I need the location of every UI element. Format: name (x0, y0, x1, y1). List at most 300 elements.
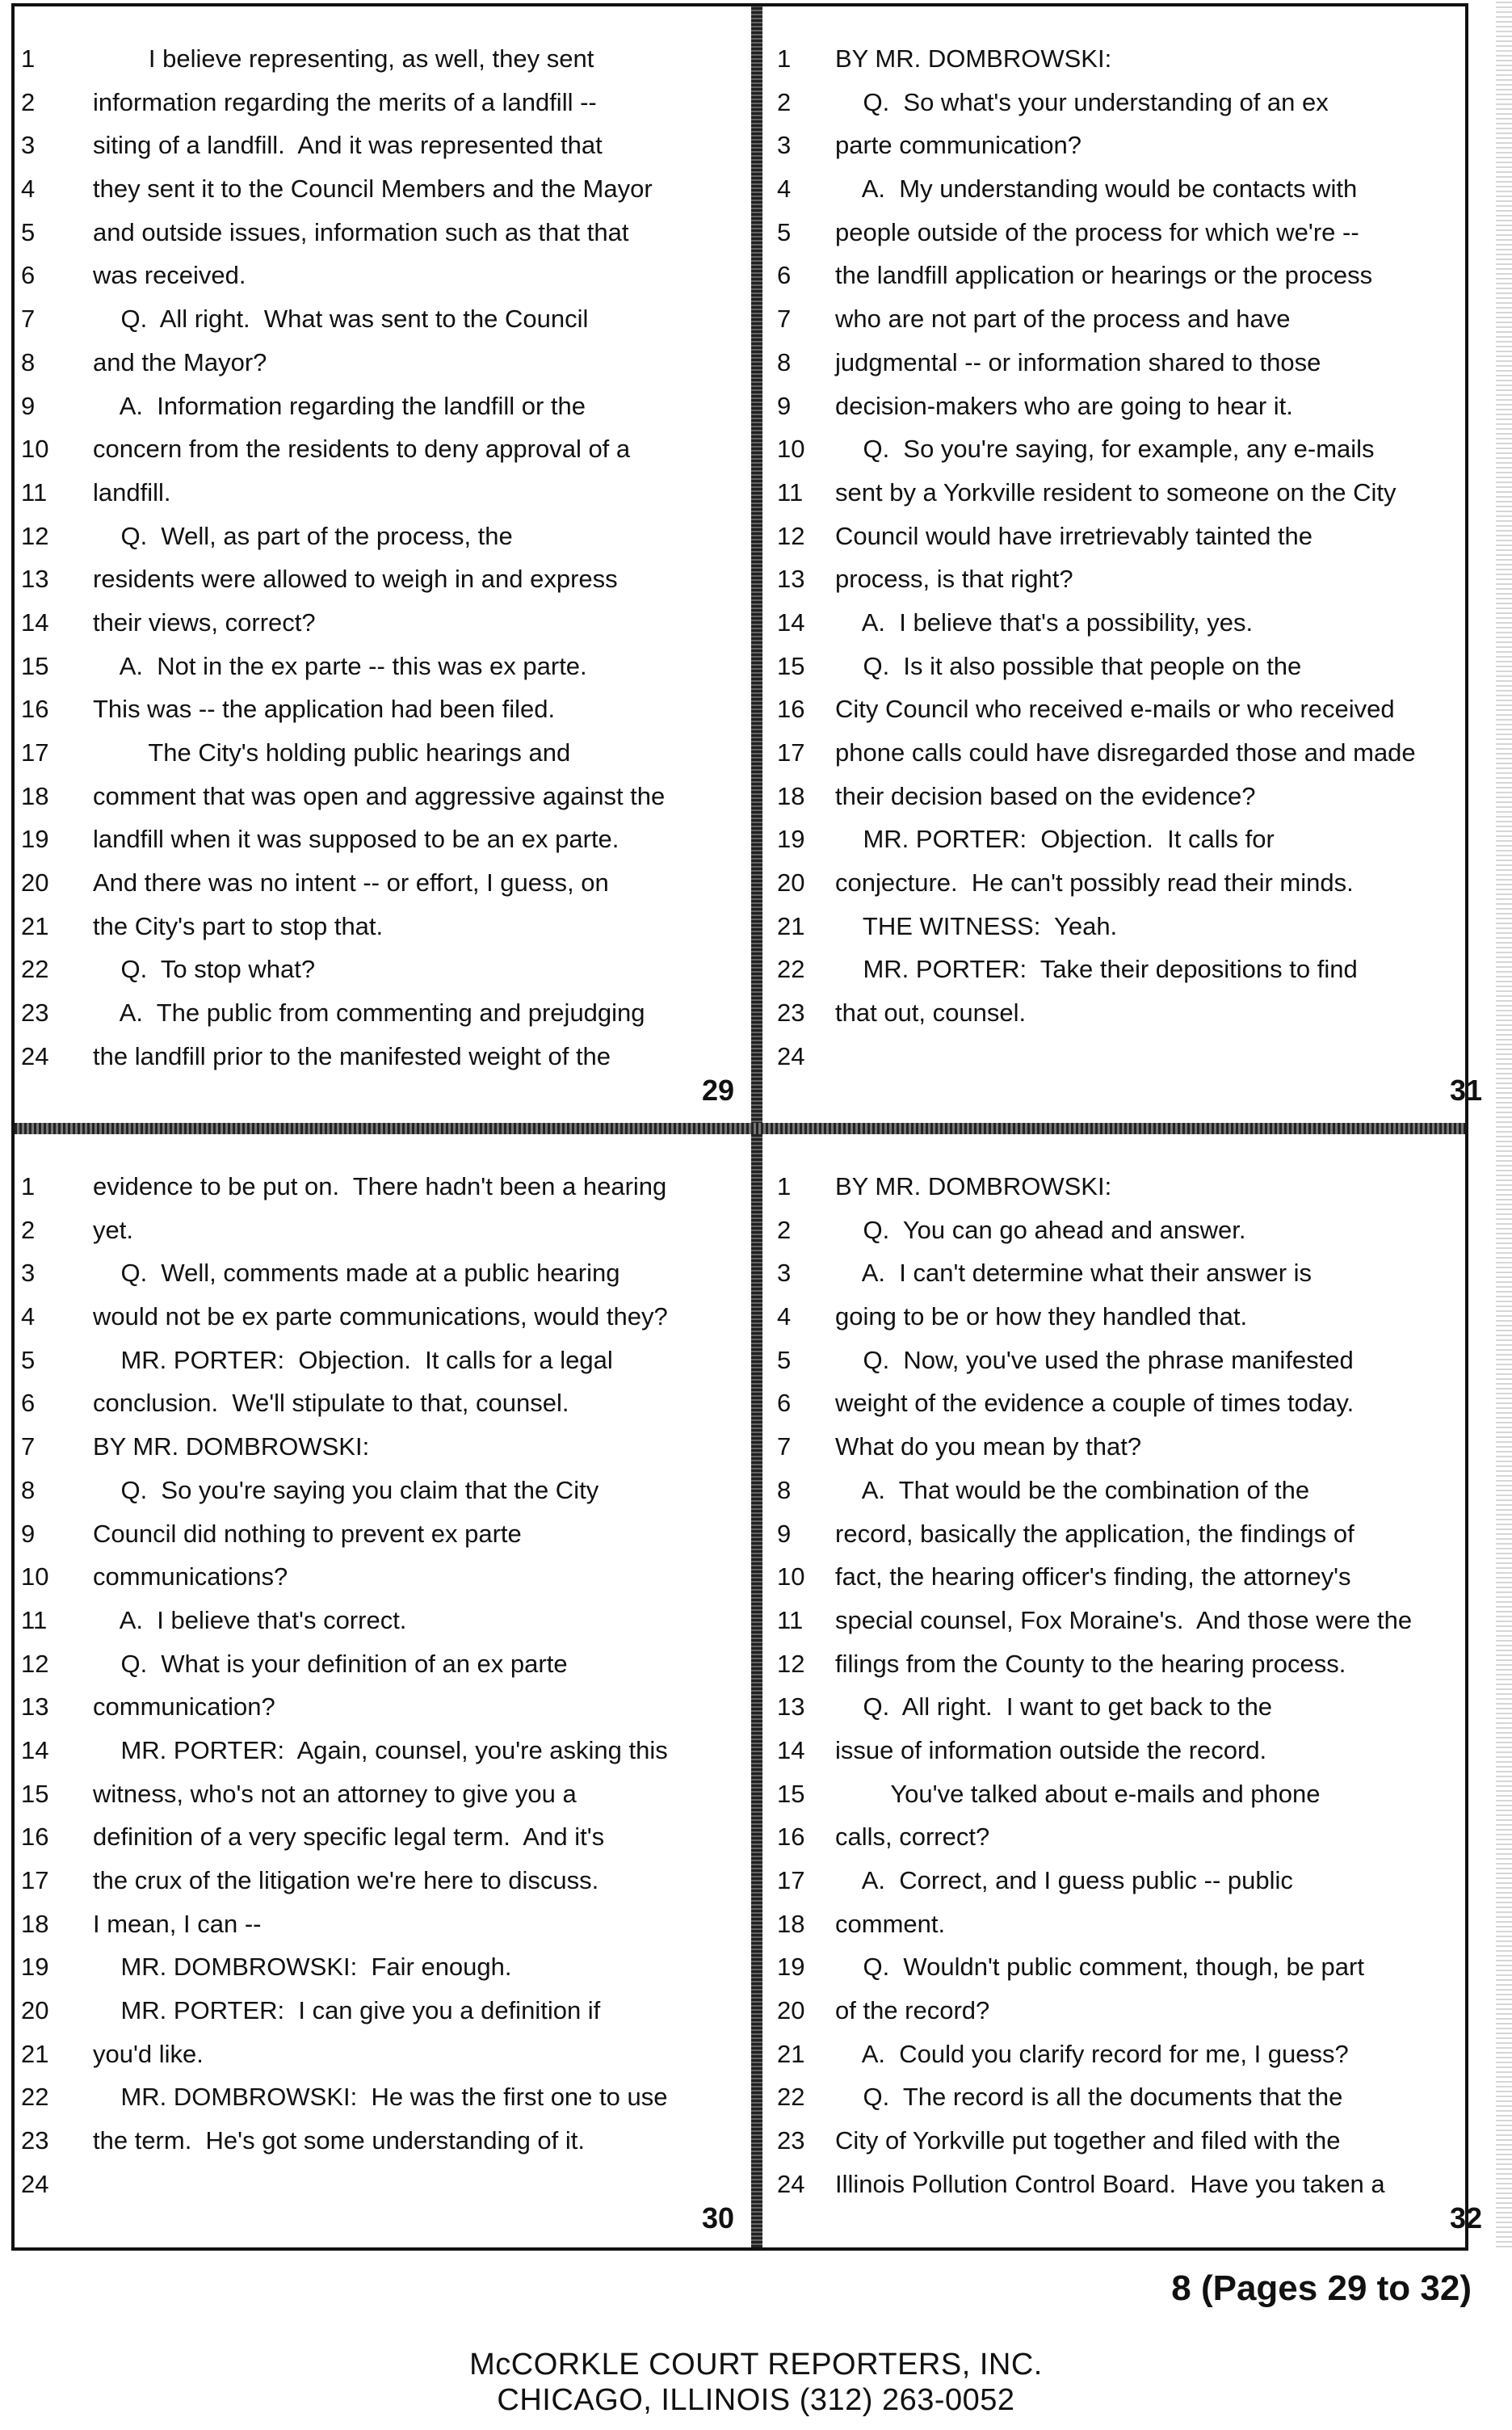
line-list (15, 1165, 746, 2206)
line-text: their views, correct? (93, 608, 316, 637)
line-number: 2 (777, 1215, 792, 1244)
line-text: the landfill application or hearings or the process (835, 261, 1373, 290)
line-number: 2 (21, 87, 36, 116)
line-number: 10 (21, 1562, 49, 1591)
footer-company: McCORKLE COURT REPORTERS, INC. (469, 2348, 1043, 2382)
line-number: 22 (777, 2083, 805, 2112)
line-text: Q. Well, comments made at a public hearing (93, 1259, 620, 1288)
line-text: special counsel, Fox Moraine's. And those were the (835, 1605, 1413, 1634)
transcript-line (762, 861, 1493, 905)
line-text: was received. (93, 261, 246, 290)
line-number: 2 (21, 1215, 36, 1244)
transcript-line (15, 1251, 746, 1295)
line-text: MR. PORTER: Take their depositions to find (835, 955, 1358, 984)
line-text: Q. You can go ahead and answer. (835, 1215, 1246, 1244)
line-number: 8 (21, 1475, 36, 1504)
line-number: 7 (777, 305, 792, 334)
transcript-line (15, 905, 746, 948)
line-number: 16 (21, 1822, 49, 1852)
transcript-line (762, 991, 1493, 1035)
line-text: A. Correct, and I guess public -- public (835, 1866, 1293, 1894)
line-text: A. I believe that's a possibility, yes. (835, 608, 1254, 637)
line-number: 24 (777, 2169, 805, 2198)
transcript-line (762, 1251, 1493, 1295)
line-text: residents were allowed to weigh in and express (93, 565, 618, 594)
line-text: decision-makers who are going to hear it. (835, 391, 1293, 420)
line-text: This was -- the application had been filed. (93, 695, 556, 724)
line-text: Q. To stop what? (93, 955, 316, 984)
line-number: 3 (21, 1259, 36, 1288)
line-text: Illinois Pollution Control Board. Have you taken a (835, 2169, 1385, 2198)
transcript-line (762, 1772, 1493, 1816)
line-number: 9 (21, 1519, 36, 1548)
transcript-line (762, 1469, 1493, 1512)
transcript-line (762, 2033, 1493, 2076)
line-text: Q. All right. I want to get back to the (835, 1692, 1273, 1722)
line-number: 21 (21, 2039, 49, 2068)
line-number: 16 (21, 695, 49, 724)
transcript-line (15, 37, 746, 81)
transcript-line (15, 1035, 746, 1078)
line-text: Q. So you're saying, for example, any e-mails (835, 435, 1375, 464)
transcript-line (15, 1772, 746, 1816)
transcript-line (762, 1729, 1493, 1772)
line-text: A. My understanding would be contacts with (835, 174, 1358, 204)
transcript-line (762, 81, 1493, 124)
line-number: 16 (777, 1822, 805, 1852)
line-text: process, is that right? (835, 565, 1073, 594)
line-number: 23 (777, 2126, 805, 2155)
line-number: 20 (777, 1996, 805, 2025)
line-text: Q. Now, you've used the phrase manifested (835, 1345, 1354, 1374)
transcript-line (762, 297, 1493, 341)
line-text: BY MR. DOMBROWSKI: (93, 1432, 370, 1461)
line-text: filings from the County to the hearing process. (835, 1649, 1346, 1678)
transcript-line (15, 254, 746, 297)
line-number: 14 (777, 608, 805, 637)
line-number: 15 (21, 1779, 49, 1808)
transcript-line (15, 1642, 746, 1686)
line-number: 13 (21, 1692, 49, 1722)
transcript-line (15, 687, 746, 731)
line-text: The City's holding public hearings and (93, 738, 571, 767)
line-number: 17 (777, 1866, 805, 1894)
transcript-page-30 (15, 1134, 746, 2245)
line-number: 14 (21, 1735, 49, 1764)
line-text: A. Could you clarify record for me, I guess? (835, 2039, 1349, 2068)
line-text: siting of a landfill. And it was represented that (93, 131, 603, 160)
transcript-line (762, 427, 1493, 471)
line-number: 1 (777, 44, 792, 73)
transcript-line (762, 1209, 1493, 1252)
transcript-line (762, 905, 1493, 948)
transcript-line (762, 1859, 1493, 1902)
line-number: 1 (777, 1172, 792, 1200)
line-text: Q. Well, as part of the process, the (93, 521, 513, 550)
transcript-line (762, 557, 1493, 601)
line-number: 19 (21, 825, 49, 854)
line-number: 6 (21, 1389, 36, 1418)
line-text: that out, counsel. (835, 998, 1027, 1028)
transcript-page-31 (762, 6, 1493, 1117)
line-number: 18 (777, 1909, 805, 1938)
transcript-line (15, 515, 746, 558)
transcript-page-32 (762, 1134, 1493, 2245)
line-text: City of Yorkville put together and filed with the (835, 2126, 1341, 2155)
line-number: 21 (777, 2039, 805, 2068)
line-text: A. Information regarding the landfill or the (93, 391, 586, 420)
line-text: Q. What is your definition of an ex parte (93, 1649, 568, 1678)
line-text: communication? (93, 1692, 275, 1722)
transcript-line (762, 1685, 1493, 1729)
line-text: What do you mean by that? (835, 1432, 1142, 1461)
line-number: 21 (777, 911, 805, 940)
transcript-line (15, 2075, 746, 2119)
line-number: 15 (777, 1779, 805, 1808)
transcript-line (15, 1599, 746, 1642)
line-text: You've talked about e-mails and phone (835, 1779, 1321, 1808)
line-number: 23 (21, 998, 49, 1028)
line-number: 20 (777, 868, 805, 898)
line-number: 14 (777, 1735, 805, 1764)
line-number: 6 (777, 261, 792, 290)
line-text: landfill. (93, 477, 171, 507)
line-number: 6 (777, 1389, 792, 1418)
page-number: 29 (701, 1074, 734, 1107)
transcript-line (15, 167, 746, 211)
scan-edge-artifact (1496, 0, 1512, 2247)
line-text: MR. PORTER: I can give you a definition if (93, 1996, 601, 2025)
line-text: and the Mayor? (93, 347, 267, 376)
line-text: BY MR. DOMBROWSKI: (835, 1172, 1112, 1200)
transcript-line (762, 471, 1493, 515)
transcript-line (762, 818, 1493, 861)
line-text: Q. Is it also possible that people on the (835, 651, 1302, 680)
line-number: 4 (777, 174, 792, 204)
transcript-line (762, 1642, 1493, 1686)
transcript-line (762, 1945, 1493, 1989)
transcript-line (15, 1685, 746, 1729)
line-number: 10 (21, 435, 49, 464)
transcript-line (15, 341, 746, 385)
transcript-line (762, 124, 1493, 167)
line-number: 17 (777, 738, 805, 767)
line-text: their decision based on the evidence? (835, 781, 1256, 810)
transcript-line (15, 601, 746, 645)
line-text: Council did nothing to prevent ex parte (93, 1519, 522, 1548)
line-number: 11 (777, 1605, 804, 1634)
line-text: judgmental -- or information shared to those (835, 347, 1321, 376)
line-number: 4 (21, 1302, 36, 1331)
transcript-line (15, 991, 746, 1035)
line-number: 22 (777, 955, 805, 984)
line-number: 5 (777, 217, 792, 246)
transcript-line (762, 2163, 1493, 2206)
transcript-line (762, 1165, 1493, 1209)
transcript-line (762, 775, 1493, 818)
line-text: MR. PORTER: Objection. It calls for (835, 825, 1275, 854)
transcript-line (762, 1381, 1493, 1425)
transcript-line (15, 1729, 746, 1772)
line-number: 7 (21, 305, 36, 334)
transcript-line (15, 557, 746, 601)
line-number: 20 (21, 1996, 49, 2025)
line-number: 17 (21, 1866, 49, 1894)
transcript-line (15, 1815, 746, 1859)
page-number: 31 (1449, 1074, 1482, 1107)
line-number: 1 (21, 44, 36, 73)
transcript-line (762, 1035, 1493, 1078)
page-number: 30 (701, 2201, 734, 2235)
line-text: A. That would be the combination of the (835, 1475, 1310, 1504)
line-number: 11 (21, 1605, 48, 1634)
line-number: 22 (21, 2083, 49, 2112)
line-number: 18 (21, 781, 49, 810)
line-number: 10 (777, 435, 805, 464)
transcript-line (15, 427, 746, 471)
line-number: 22 (21, 955, 49, 984)
line-text: conclusion. We'll stipulate to that, counsel. (93, 1389, 569, 1418)
transcript-line (762, 1902, 1493, 1946)
line-number: 13 (777, 565, 805, 594)
transcript-line (15, 1165, 746, 1209)
line-number: 4 (21, 174, 36, 204)
line-number: 18 (21, 1909, 49, 1938)
transcript-line (762, 1512, 1493, 1556)
line-text: parte communication? (835, 131, 1082, 160)
line-list (762, 37, 1493, 1078)
transcript-line (15, 471, 746, 515)
line-number: 24 (777, 1041, 805, 1070)
line-text: weight of the evidence a couple of times today. (835, 1389, 1354, 1418)
line-text: communications? (93, 1562, 288, 1591)
transcript-line (15, 2119, 746, 2163)
pages-range-label: 8 (Pages 29 to 32) (1171, 2268, 1472, 2308)
line-number: 5 (21, 1345, 36, 1374)
line-text: A. I believe that's correct. (93, 1605, 407, 1634)
line-text: who are not part of the process and have (835, 305, 1291, 334)
line-number: 13 (777, 1692, 805, 1722)
horizontal-divider (15, 1123, 1465, 1134)
transcript-line (15, 1425, 746, 1469)
line-text: going to be or how they handled that. (835, 1302, 1248, 1331)
line-text: people outside of the process for which we're -- (835, 217, 1359, 246)
transcript-grid (11, 3, 1482, 2251)
transcript-line (15, 775, 746, 818)
line-text: record, basically the application, the findings of (835, 1519, 1354, 1548)
line-number: 2 (777, 87, 792, 116)
line-number: 7 (21, 1432, 36, 1461)
transcript-line (15, 2033, 746, 2076)
line-text: conjecture. He can't possibly read their minds. (835, 868, 1354, 898)
line-number: 17 (21, 738, 49, 767)
transcript-page-29 (15, 6, 746, 1117)
transcript-line (762, 254, 1493, 297)
line-number: 12 (21, 1649, 49, 1678)
line-text: of the record? (835, 1996, 990, 2025)
line-number: 13 (21, 565, 49, 594)
line-text: definition of a very specific legal term. And it's (93, 1822, 605, 1852)
line-number: 5 (21, 217, 36, 246)
line-number: 18 (777, 781, 805, 810)
transcript-line (762, 341, 1493, 385)
line-number: 11 (777, 477, 804, 507)
line-number: 3 (777, 1259, 792, 1288)
line-number: 19 (777, 825, 805, 854)
line-text: Q. So you're saying you claim that the City (93, 1475, 599, 1504)
transcript-line (762, 731, 1493, 775)
line-text: witness, who's not an attorney to give you a (93, 1779, 577, 1808)
line-text: would not be ex parte communications, would they? (93, 1302, 668, 1331)
page-number: 32 (1449, 2201, 1482, 2235)
line-text: Council would have irretrievably tainted the (835, 521, 1313, 550)
line-text: THE WITNESS: Yeah. (835, 911, 1118, 940)
line-text: the landfill prior to the manifested weight of the (93, 1041, 611, 1070)
line-text: and outside issues, information such as that that (93, 217, 629, 246)
line-number: 3 (777, 131, 792, 160)
line-number: 15 (777, 651, 805, 680)
line-number: 7 (777, 1432, 792, 1461)
transcript-line (762, 601, 1493, 645)
line-number: 23 (21, 2126, 49, 2155)
line-number: 20 (21, 868, 49, 898)
line-number: 6 (21, 261, 36, 290)
transcript-line (15, 1555, 746, 1599)
transcript-line (762, 1425, 1493, 1469)
line-number: 5 (777, 1345, 792, 1374)
line-text: MR. DOMBROWSKI: He was the first one to use (93, 2083, 668, 2112)
line-text: they sent it to the Council Members and the Mayor (93, 174, 653, 204)
transcript-line (15, 818, 746, 861)
line-text: the City's part to stop that. (93, 911, 384, 940)
line-number: 24 (21, 1041, 49, 1070)
line-text: Q. All right. What was sent to the Council (93, 305, 589, 334)
transcript-line (762, 948, 1493, 991)
line-number: 19 (21, 1953, 49, 1982)
line-text: phone calls could have disregarded those and made (835, 738, 1416, 767)
footer-location: CHICAGO, ILLINOIS (312) 263-0052 (497, 2383, 1015, 2417)
line-number: 21 (21, 911, 49, 940)
line-number: 23 (777, 998, 805, 1028)
transcript-line (762, 37, 1493, 81)
transcript-line (15, 1989, 746, 2033)
transcript-line (15, 645, 746, 688)
transcript-line (15, 1469, 746, 1512)
transcript-line (15, 297, 746, 341)
transcript-line (15, 1859, 746, 1902)
line-number: 24 (21, 2169, 49, 2198)
line-number: 10 (777, 1562, 805, 1591)
line-text: evidence to be put on. There hadn't been a hearing (93, 1172, 667, 1200)
transcript-line (762, 1599, 1493, 1642)
transcript-line (15, 1209, 746, 1252)
line-text: A. I can't determine what their answer is (835, 1259, 1312, 1288)
transcript-line (15, 861, 746, 905)
transcript-line (15, 731, 746, 775)
transcript-line (762, 167, 1493, 211)
transcript-line (15, 948, 746, 991)
line-text: I mean, I can -- (93, 1909, 262, 1938)
transcript-line (762, 687, 1493, 731)
line-list (15, 37, 746, 1078)
line-text: issue of information outside the record. (835, 1735, 1267, 1764)
transcript-line (15, 81, 746, 124)
line-text: BY MR. DOMBROWSKI: (835, 44, 1112, 73)
line-text: City Council who received e-mails or who received (835, 695, 1395, 724)
transcript-line (15, 2163, 746, 2206)
line-text: comment that was open and aggressive against the (93, 781, 666, 810)
transcript-line (15, 1945, 746, 1989)
transcript-line (762, 2075, 1493, 2119)
line-number: 3 (21, 131, 36, 160)
line-number: 4 (777, 1302, 792, 1331)
line-text: landfill when it was supposed to be an ex parte. (93, 825, 620, 854)
transcript-line (762, 1339, 1493, 1382)
transcript-line (762, 2119, 1493, 2163)
line-text: Q. So what's your understanding of an ex (835, 87, 1329, 116)
transcript-line (15, 1295, 746, 1339)
line-number: 9 (777, 1519, 792, 1548)
line-text: fact, the hearing officer's finding, the attorney's (835, 1562, 1351, 1591)
transcript-line (15, 1902, 746, 1946)
line-number: 1 (21, 1172, 36, 1200)
transcript-line (15, 124, 746, 167)
line-number: 8 (777, 347, 792, 376)
transcript-line (762, 1295, 1493, 1339)
transcript-line (15, 1339, 746, 1382)
line-text: A. Not in the ex parte -- this was ex parte. (93, 651, 587, 680)
transcript-line (762, 1555, 1493, 1599)
line-number: 12 (777, 521, 805, 550)
line-text: yet. (93, 1215, 133, 1244)
line-text: comment. (835, 1909, 946, 1938)
line-text: A. The public from commenting and prejudging (93, 998, 645, 1028)
line-number: 8 (21, 347, 36, 376)
line-text: calls, correct? (835, 1822, 990, 1852)
line-number: 15 (21, 651, 49, 680)
line-number: 14 (21, 608, 49, 637)
line-number: 16 (777, 695, 805, 724)
line-number: 9 (777, 391, 792, 420)
line-text: MR. DOMBROWSKI: Fair enough. (93, 1953, 512, 1982)
transcript-line (762, 645, 1493, 688)
line-text: I believe representing, as well, they sent (93, 44, 594, 73)
transcript-line (15, 211, 746, 254)
line-text: And there was no intent -- or effort, I guess, on (93, 868, 609, 898)
transcript-line (15, 1381, 746, 1425)
line-text: Q. The record is all the documents that the (835, 2083, 1343, 2112)
line-text: Q. Wouldn't public comment, though, be part (835, 1953, 1364, 1982)
transcript-line (762, 1989, 1493, 2033)
line-number: 8 (777, 1475, 792, 1504)
line-text: the crux of the litigation we're here to discuss. (93, 1866, 599, 1894)
line-text: the term. He's got some understanding of it. (93, 2126, 586, 2155)
transcript-line (762, 1815, 1493, 1859)
line-number: 19 (777, 1953, 805, 1982)
transcript-line (15, 385, 746, 428)
line-list (762, 1165, 1493, 2206)
line-number: 12 (777, 1649, 805, 1678)
transcript-line (762, 385, 1493, 428)
line-text: MR. PORTER: Again, counsel, you're asking this (93, 1735, 668, 1764)
line-text: information regarding the merits of a landfill -- (93, 87, 597, 116)
line-text: sent by a Yorkville resident to someone on the City (835, 477, 1396, 507)
line-number: 12 (21, 521, 49, 550)
line-text: you'd like. (93, 2039, 204, 2068)
line-number: 11 (21, 477, 48, 507)
line-text: MR. PORTER: Objection. It calls for a legal (93, 1345, 613, 1374)
transcript-line (762, 515, 1493, 558)
